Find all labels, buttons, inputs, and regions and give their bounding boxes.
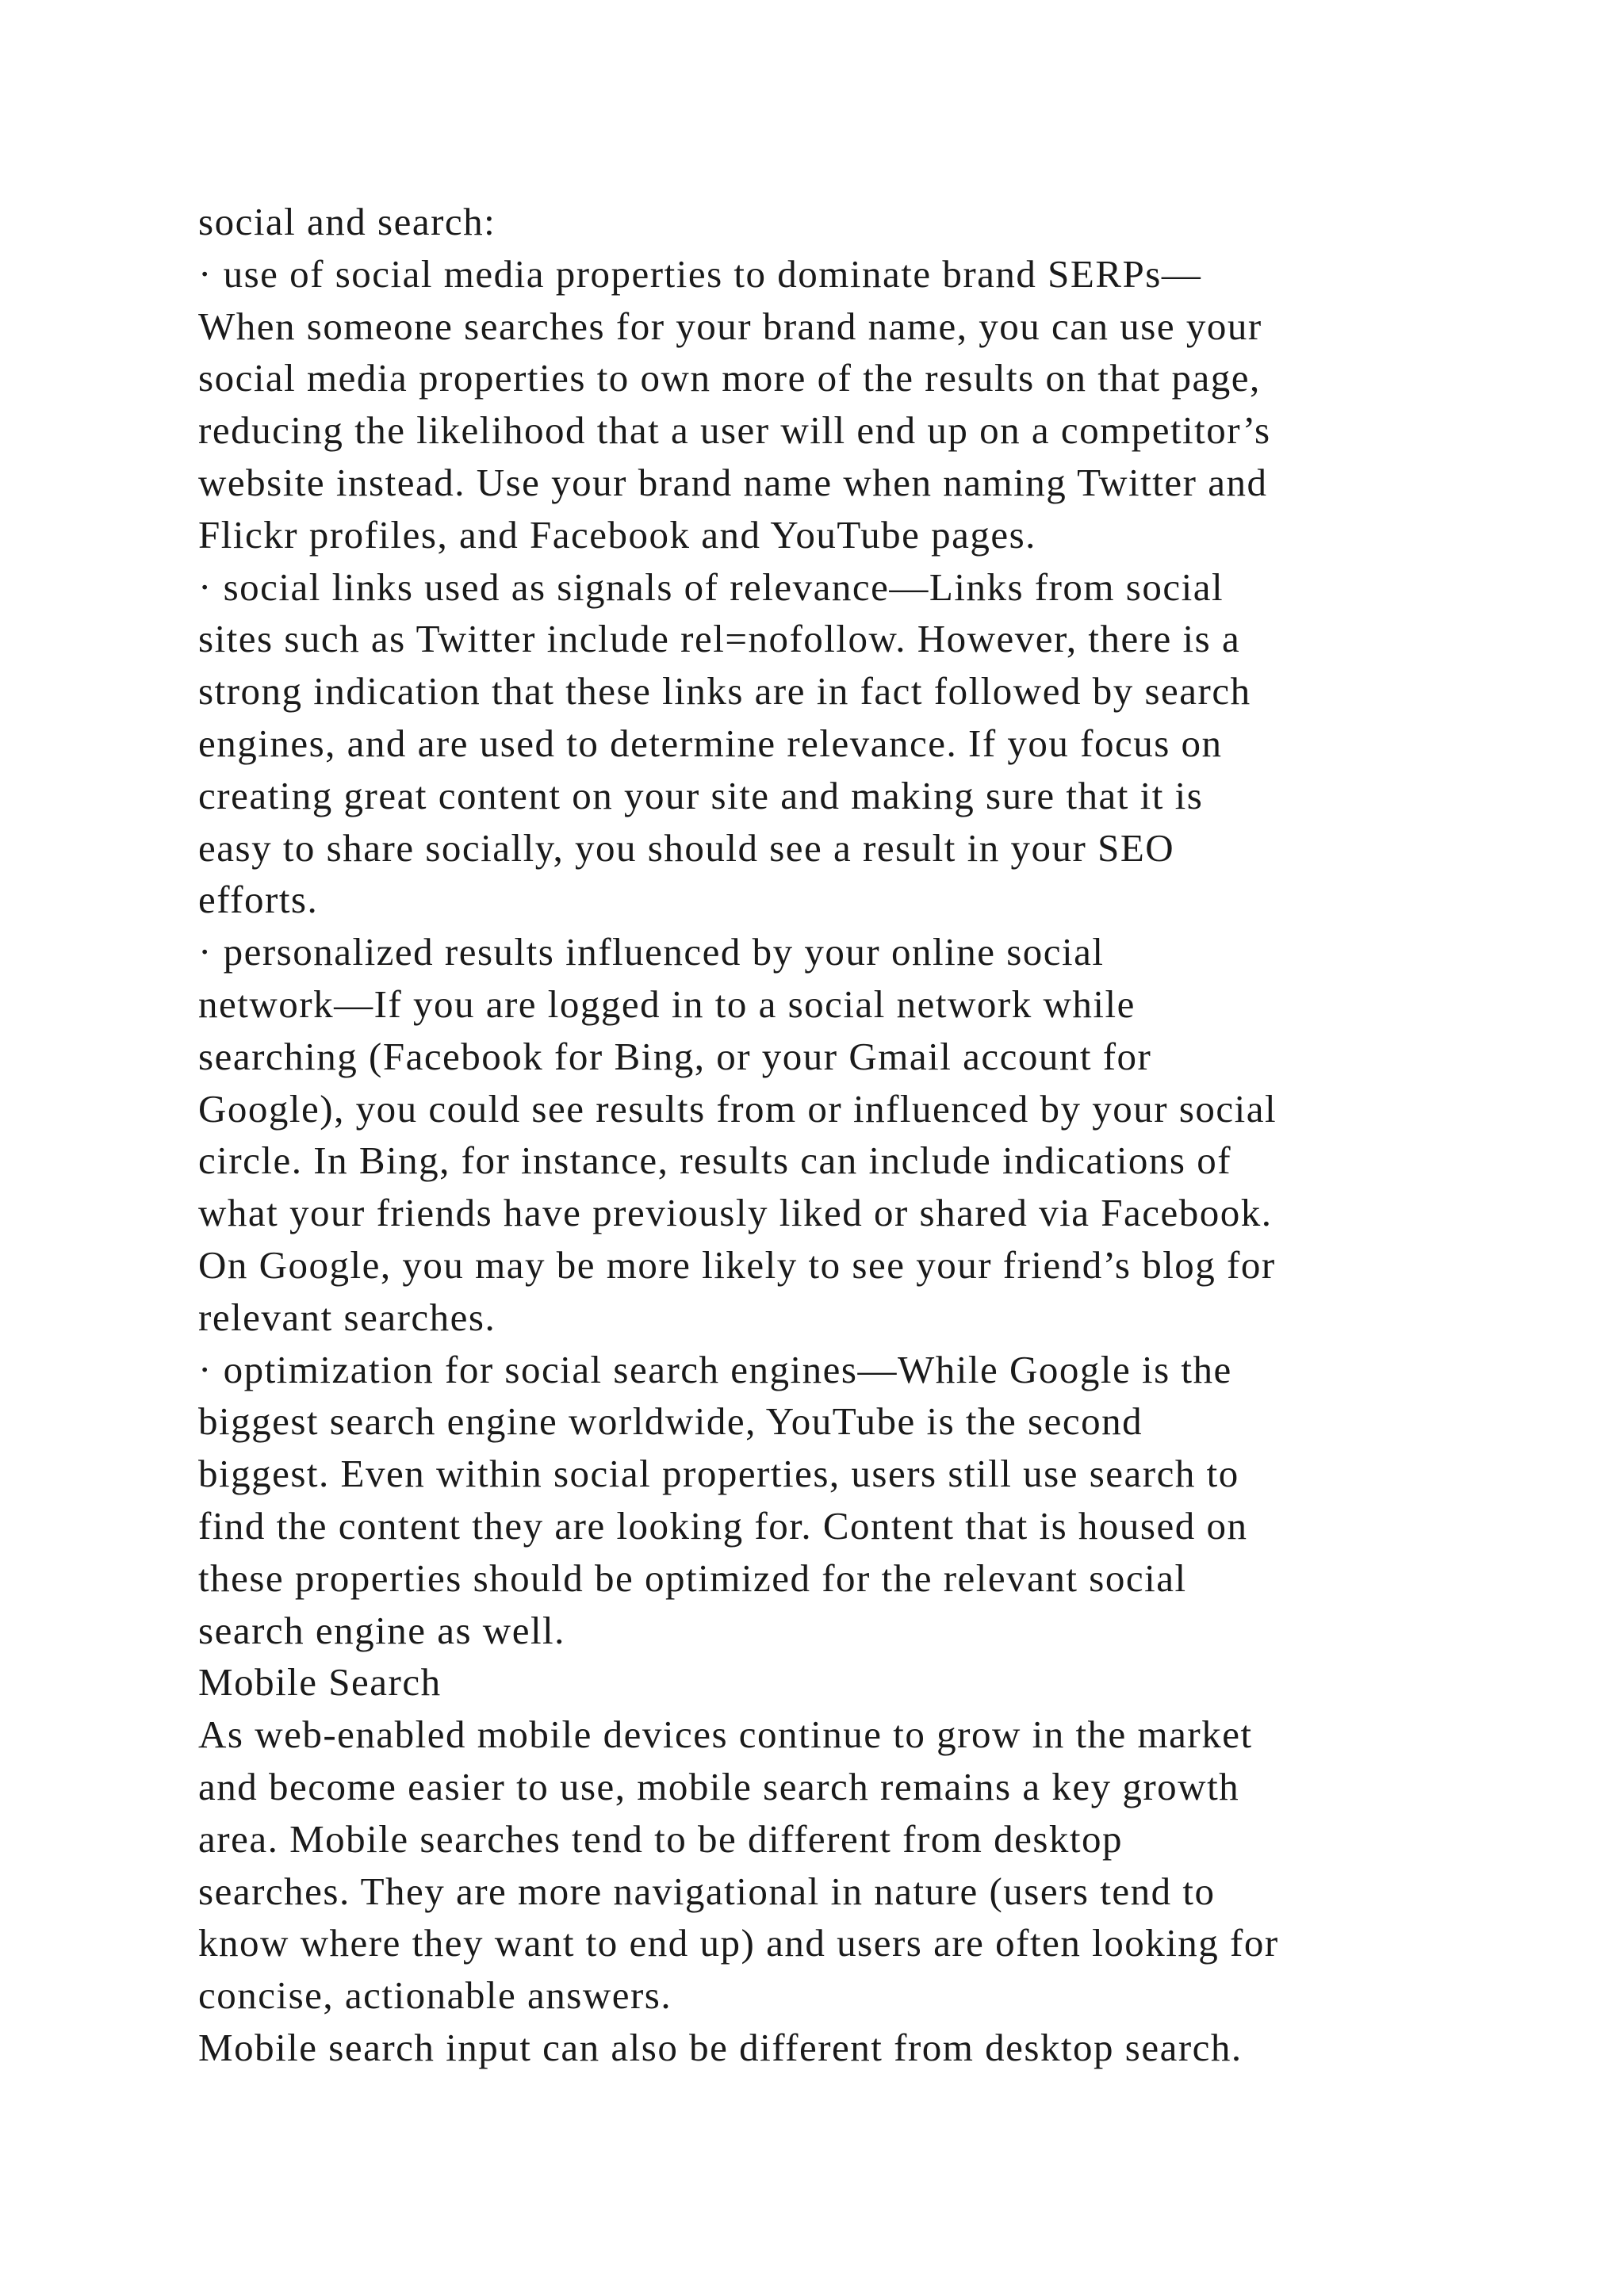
text-line: Flickr profiles, and Facebook and YouTube pages. (198, 512, 1036, 557)
bullet-line: · personalized results influenced by your online social (198, 930, 1105, 974)
text-line: easy to share socially, you should see a result in your SEO (198, 825, 1175, 870)
text-line: strong indication that these links are in fact followed by search (198, 669, 1251, 714)
text-line: social media properties to own more of the results on that page, (198, 356, 1261, 400)
text-line: efforts. (198, 878, 319, 922)
text-line: As web-enabled mobile devices continue to grow in the market (198, 1712, 1253, 1757)
text-line: these properties should be optimized for the relevant social (198, 1556, 1187, 1600)
text-line: Google), you could see results from or influenced by your social (198, 1086, 1277, 1131)
text-line: biggest search engine worldwide, YouTube is the second (198, 1399, 1143, 1444)
text-line: sites such as Twitter include rel=nofollow. However, there is a (198, 617, 1241, 661)
text-line: engines, and are used to determine relevance. If you focus on (198, 721, 1223, 765)
text-line: creating great content on your site and making sure that it is (198, 773, 1204, 817)
section-heading: Mobile Search (198, 1660, 442, 1705)
text-line: reducing the likelihood that a user will end up on a competitor’s (198, 408, 1271, 453)
text-line: biggest. Even within social properties, users still use search to (198, 1452, 1239, 1496)
text-line: Mobile search input can also be different from desktop search. (198, 2025, 1243, 2069)
text-line: search engine as well. (198, 1608, 565, 1652)
bullet-line: · optimization for social search engines—While Google is the (198, 1347, 1232, 1391)
text-line: relevant searches. (198, 1295, 496, 1339)
text-line: website instead. Use your brand name when naming Twitter and (198, 460, 1268, 504)
text-line: area. Mobile searches tend to be different from desktop (198, 1816, 1124, 1861)
text-line: circle. In Bing, for instance, results can include indications of (198, 1138, 1232, 1183)
text-line: social and search: (198, 200, 496, 243)
document-body (198, 196, 1546, 2074)
text-line: searching (Facebook for Bing, or your Gmail account for (198, 1034, 1152, 1078)
text-line: When someone searches for your brand name, you can use your (198, 304, 1262, 348)
text-line: concise, actionable answers. (198, 1973, 672, 2018)
text-line: On Google, you may be more likely to see your friend’s blog for (198, 1242, 1276, 1287)
text-line: find the content they are looking for. Content that is housed on (198, 1503, 1248, 1548)
text-line: know where they want to end up) and users are often looking for (198, 1921, 1279, 1965)
text-line: searches. They are more navigational in nature (users tend to (198, 1869, 1216, 1913)
bullet-line: · social links used as signals of relevance—Links from social (198, 564, 1224, 609)
text-line: and become easier to use, mobile search remains a key growth (198, 1764, 1240, 1808)
text-line: what your friends have previously liked or shared via Facebook. (198, 1191, 1273, 1235)
text-line: network—If you are logged in to a social network while (198, 982, 1136, 1026)
bullet-line: · use of social media properties to dominate brand SERPs— (198, 251, 1202, 296)
